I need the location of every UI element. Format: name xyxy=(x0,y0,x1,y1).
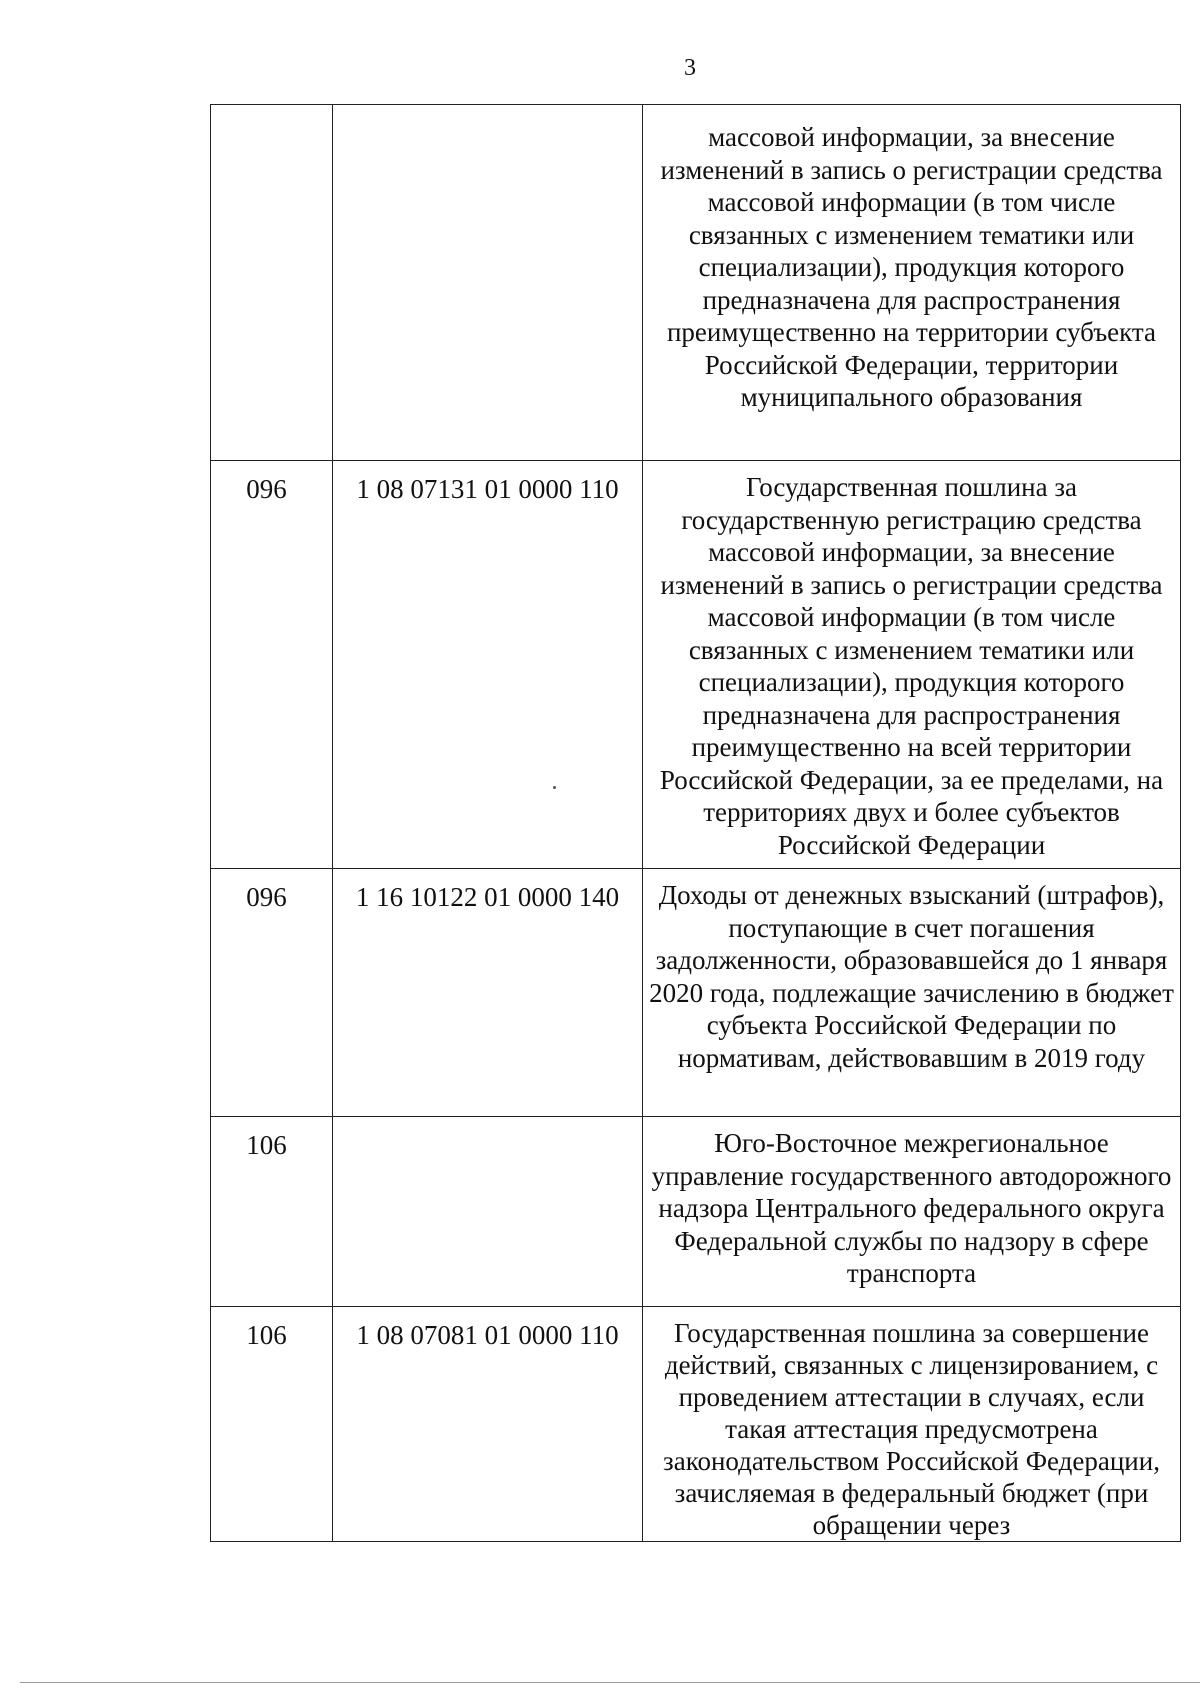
budget-code-cell: 1 08 07081 01 0000 110 xyxy=(333,1307,643,1542)
revenue-name-cell: Государственная пошлина за совершение действий, связанных с лицензированием, с проведением аттестации в случаях, если такая аттестация предусмотрена законодательством Российской Федерации, зачисляемая в федеральный бюджет (при обращении через xyxy=(643,1307,1181,1542)
table-row xyxy=(211,105,1181,461)
table-row xyxy=(211,869,1181,1117)
scan-artifact-dot xyxy=(553,786,556,789)
revenue-codes-table xyxy=(210,104,1181,1542)
admin-code-cell: 106 xyxy=(211,1117,333,1307)
revenue-name-cell: Юго-Восточное межрегиональное управление государственного автодорожного надзора Центрального федерального округа Федеральной службы по надзору в сфере транспорта xyxy=(643,1117,1181,1307)
table-row xyxy=(211,461,1181,869)
admin-code-cell: 106 xyxy=(211,1307,333,1542)
admin-code-cell: 096 xyxy=(211,869,333,1117)
budget-code-cell: 1 16 10122 01 0000 140 xyxy=(333,869,643,1117)
revenue-name-cell: массовой информации, за внесение изменений в запись о регистрации средства массовой информации (в том числе связанных с изменением тематики или специализации), продукция которого предназначена для распространения преимущественно на территории субъекта Российской Федерации, территории муниципального образования xyxy=(643,105,1181,461)
table-row xyxy=(211,1307,1181,1542)
budget-code-cell xyxy=(333,1117,643,1307)
admin-code-cell xyxy=(211,105,333,461)
scan-artifact-line xyxy=(20,1682,1200,1683)
table-row xyxy=(211,1117,1181,1307)
revenue-name-cell: Доходы от денежных взысканий (штрафов), поступающие в счет погашения задолженности, образовавшейся до 1 января 2020 года, подлежащие зачислению в бюджет субъекта Российской Федерации по нормативам, действовавшим в 2019 году xyxy=(643,869,1181,1117)
revenue-name-cell: Государственная пошлина за государственную регистрацию средства массовой информации, за внесение изменений в запись о регистрации средства массовой информации (в том числе связанных с изменением тематики или специализации), продукция которого предназначена для распространения преимущественно на всей территории Российской Федерации, за ее пределами, на территориях двух и более субъектов Российской Федерации xyxy=(643,461,1181,869)
page-number: 3 xyxy=(684,55,696,81)
budget-code-cell xyxy=(333,105,643,461)
admin-code-cell: 096 xyxy=(211,461,333,869)
budget-code-cell: 1 08 07131 01 0000 110 xyxy=(333,461,643,869)
